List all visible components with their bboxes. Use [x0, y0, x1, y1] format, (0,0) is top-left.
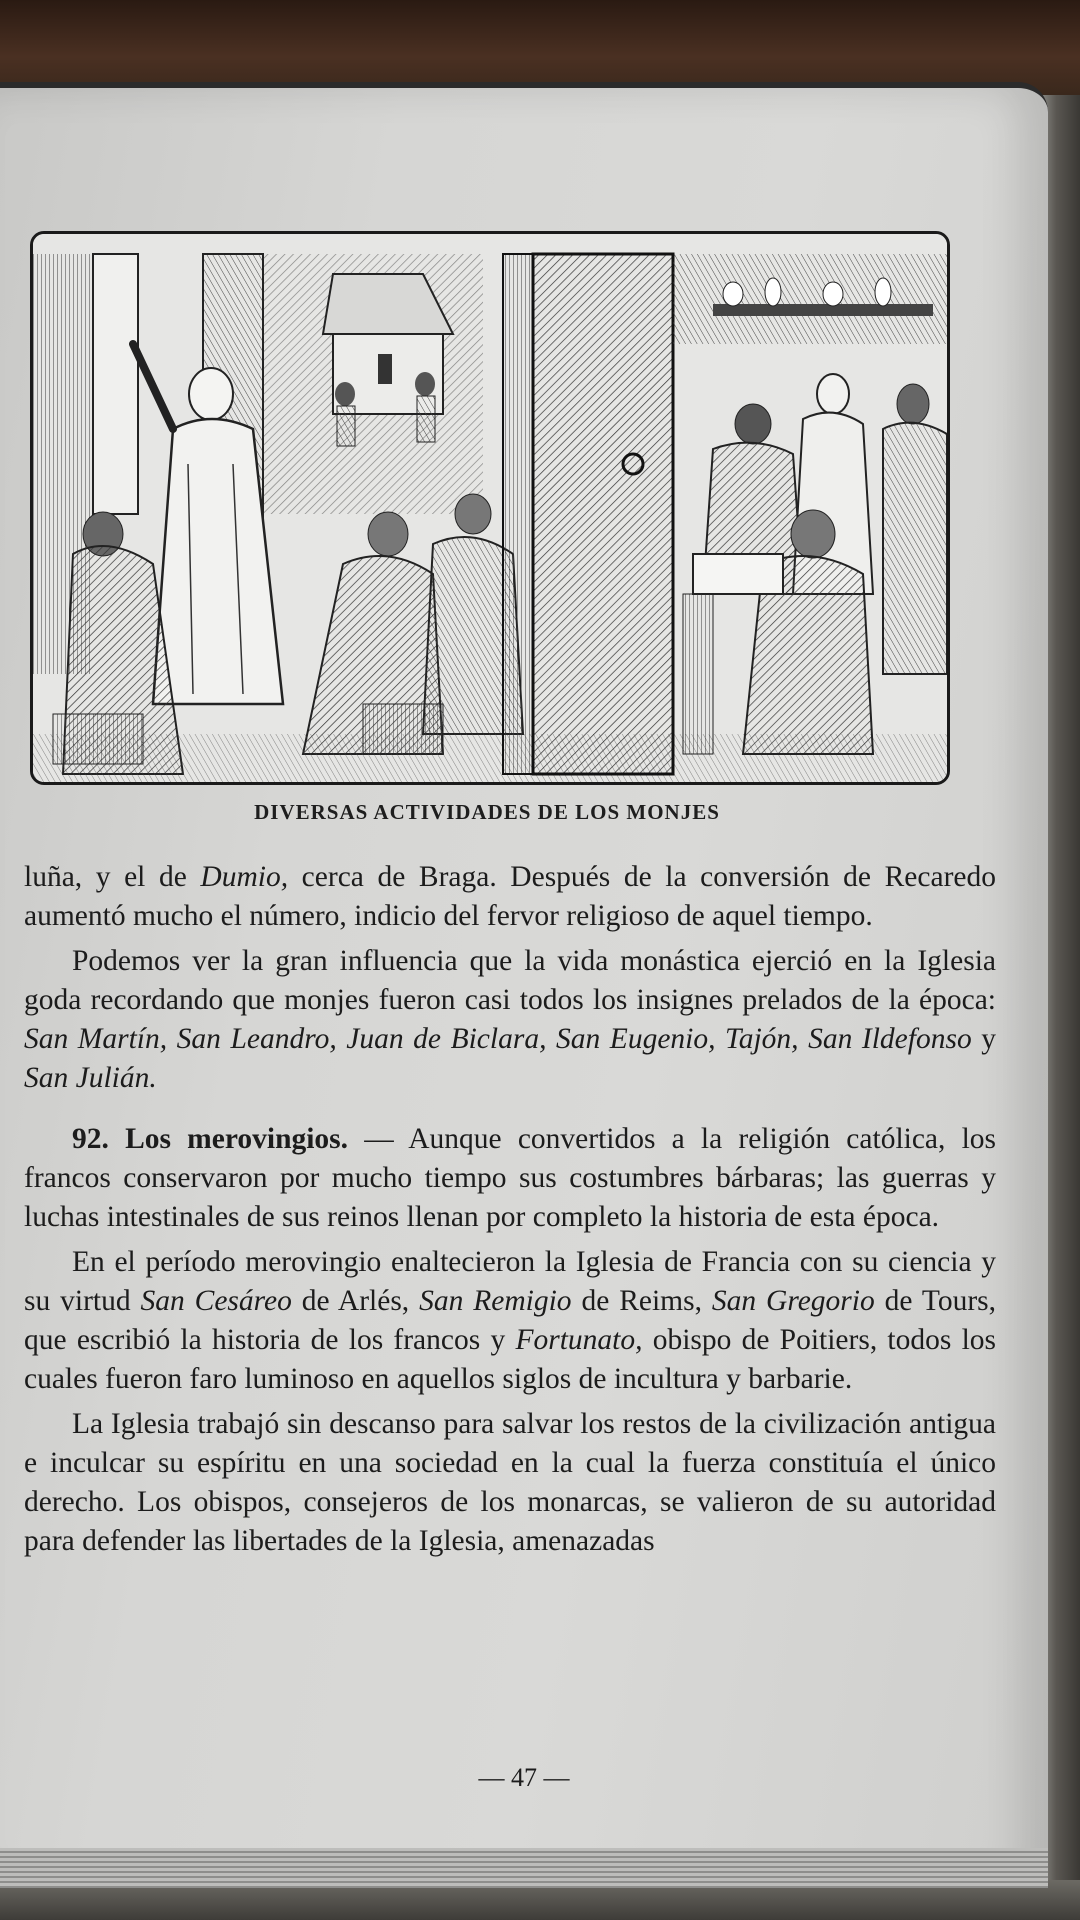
text-span: de Reims, — [571, 1285, 712, 1317]
paragraph-4 — [24, 1243, 996, 1399]
page-edge — [0, 1848, 1048, 1888]
paragraph-1 — [24, 858, 996, 936]
paragraph-3 — [24, 1120, 996, 1237]
text-span: de Tours, que escribió la historia de los francos y — [24, 1285, 996, 1356]
italic-name: Dumio, — [200, 861, 289, 893]
text-span: En el período merovingio enaltecieron la Iglesia de Francia con su ciencia y su virtud — [24, 1246, 996, 1317]
paragraph-5 — [24, 1405, 996, 1561]
paragraph-2 — [24, 942, 996, 1098]
section-title: Los merovingios. — [125, 1123, 349, 1155]
text-span: obispo de Poitiers, todos los cuales fueron faro luminoso en aquellos siglos de incultura y barbarie. — [24, 1324, 997, 1395]
text-span: y — [971, 1023, 997, 1055]
text-span: luña, y el de — [24, 861, 201, 893]
italic-name: San Remigio — [419, 1285, 572, 1317]
italic-name: San Gregorio — [711, 1285, 875, 1317]
italic-name: San Cesáreo — [140, 1285, 292, 1317]
italic-name: Fortunato, — [515, 1324, 643, 1356]
text-span: de Arlés, — [291, 1285, 420, 1317]
text-span: La Iglesia trabajó sin descanso para salvar los restos de la civilización antigua e inculcar su espíritu en una sociedad en la cual la fuerza constituía el único derecho. Los obispos, consejeros de los monarcas, se valieron de su autoridad para defender las libertades de la Iglesia, amenazadas — [24, 1408, 996, 1557]
background-wood — [0, 0, 1080, 95]
book-page — [0, 82, 1048, 1888]
text-span: cerca de Braga. Después de la conversión de Recaredo aumentó mucho el número, indicio del fervor religioso de aquel tiempo. — [24, 861, 996, 932]
italic-names: San Martín, San Leandro, Juan de Biclara, San Eugenio, Tajón, San Ildefonso — [24, 1023, 972, 1055]
illustration-caption: DIVERSAS ACTIVIDADES DE LOS MONJES — [254, 800, 720, 824]
text-span: Podemos ver la gran influencia que la vida monástica ejerció en la Iglesia goda recordando que monjes fueron casi todos los insignes prelados de la época: — [24, 945, 996, 1016]
section-number: 92. — [72, 1123, 109, 1155]
italic-name: San Julián. — [24, 1062, 157, 1094]
page-number: — 47 — — [478, 1763, 570, 1792]
monks-illustration — [30, 231, 950, 785]
text-span: — Aunque convertidos a la religión católica, los francos conservaron por mucho tiempo sus costumbres bárbaras; las guerras y luchas intestinales de sus reinos llenan por completo la historia de esta época. — [24, 1123, 996, 1233]
body-text — [24, 858, 996, 1567]
